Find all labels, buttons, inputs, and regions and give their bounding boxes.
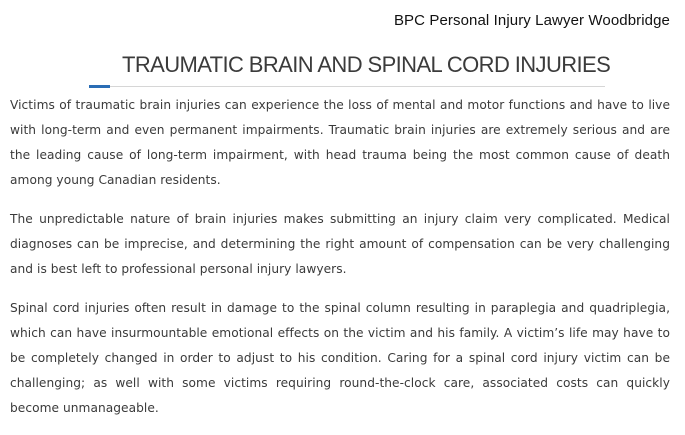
site-label: BPC Personal Injury Lawyer Woodbridge [393,12,670,29]
section-header [0,52,685,92]
title-accent-bar [89,85,110,88]
title-divider [89,86,605,87]
paragraph-injury-claims: The unpredictable nature of brain injuries makes submitting an injury claim very complicated. Medical diagnoses can be imprecise, and determining the right amount of compensation can be very challenging and is best left to professional personal injury lawyers. [10,212,670,276]
article-body [10,93,670,435]
section-title: TRAUMATIC BRAIN AND SPINAL CORD INJURIES [122,52,611,77]
paragraph-spinal-cord-injuries: Spinal cord injuries often result in damage to the spinal column resulting in paraplegia and quadriplegia, which can have insurmountable emotional effects on the victim and his family. A victim’s life may have to be completely changed in order to adjust to his condition. Caring for a spinal cord injury victim can be challenging; as well with some victims requiring round-the-clock care, associated costs can quickly become unmanageable. [10,301,670,415]
paragraph-brain-injuries: Victims of traumatic brain injuries can experience the loss of mental and motor functions and have to live with long-term and even permanent impairments. Traumatic brain injuries are extremely serious and are the leading cause of long-term impairment, with head trauma being the most common cause of death among young Canadian residents. [10,98,670,187]
